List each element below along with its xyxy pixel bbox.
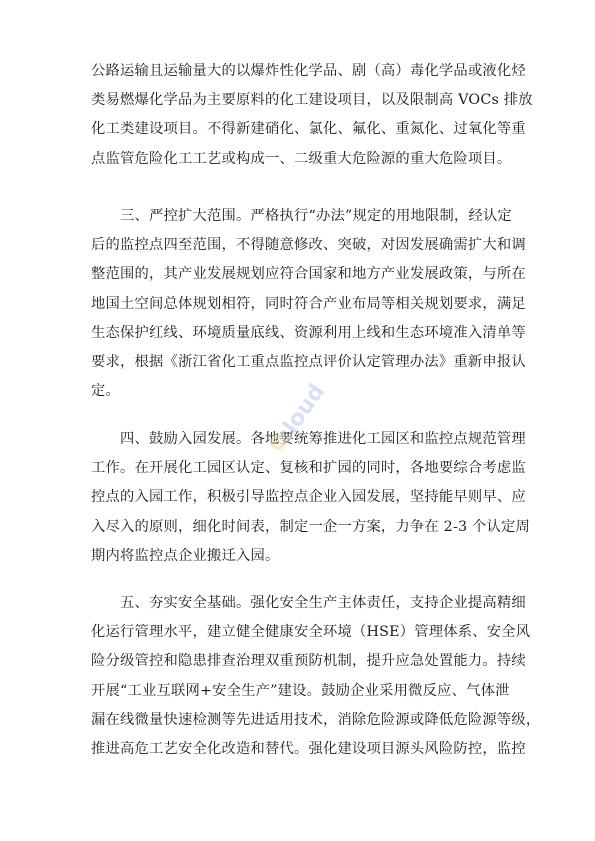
paragraph-park-relocation: [91, 425, 531, 571]
paragraph-hazardous-projects: [91, 57, 533, 174]
text-line: 整范围的，其产业发展规划应符合国家和地方产业发展政策，与所在: [91, 266, 526, 283]
text-line: 控点的入园工作，积极引导监控点企业入园发展，坚持能早则早、应: [91, 489, 526, 506]
text-line: 期内将监控点企业搬迁入园。: [91, 547, 280, 564]
text-line: 三、严控扩大范围。严格执行“办法”规定的用地限制，经认定: [120, 208, 512, 224]
text-line: 化工类建设项目。不得新建硝化、氯化、氟化、重氮化、过氧化等重: [91, 121, 526, 138]
text-line: 入尽入的原则，细化时间表，制定一企一方案，力争在 2-3 个认定周: [91, 518, 531, 535]
text-line: 后的监控点四至范围，不得随意修改、突破，对因发展确需扩大和调: [91, 237, 526, 254]
svg-text:cloud: cloud: [270, 379, 330, 450]
text-line: 地国土空间总体规划相符，同时符合产业布局等相关规划要求，满足: [91, 295, 526, 312]
text-line: 开展“工业互联网+安全生产”建设。鼓励企业采用微反应、气体泄: [91, 682, 510, 699]
text-line: 五、夯实安全基础。强化安全生产主体责任，支持企业提高精细: [120, 595, 526, 611]
text-line: 生态保护红线、环境质量底线、资源利用上线和生态环境准入清单等: [91, 324, 526, 341]
text-line: 点监管危险化工工艺或构成一、二级重大危险源的重大危险项目。: [91, 150, 512, 167]
text-line: 工作。在开展化工园区认定、复核和扩园的同时，各地要综合考虑监: [91, 460, 526, 477]
text-line: 类易燃爆化学品为主要原料的化工建设项目，以及限制高 VOCs 排放: [91, 92, 533, 109]
text-line: 推进高危工艺安全化改造和替代。强化建设项目源头风险防控，监控: [91, 740, 526, 757]
paragraph-control-expansion: [91, 202, 526, 406]
text-line: 定。: [91, 383, 120, 400]
text-line: 险分级管控和隐患排查治理双重预防机制，提升应急处置能力。持续: [91, 653, 526, 670]
text-line: 公路运输且运输量大的以爆炸性化学品、剧（高）毒化学品或液化烃: [91, 63, 526, 79]
text-line: 四、鼓励入园发展。各地要统筹推进化工园区和监控点规范管理: [120, 431, 526, 447]
text-line: 漏在线微量快速检测等先进适用技术，消除危险源或降低危险源等级，: [91, 711, 541, 728]
text-line: 化运行管理水平，建立健全健康安全环境（HSE）管理体系、安全风: [91, 624, 531, 641]
paragraph-safety-foundation: [91, 589, 541, 764]
text-line: 要求，根据《浙江省化工重点监控点评价认定管理办法》重新申报认: [91, 353, 526, 370]
